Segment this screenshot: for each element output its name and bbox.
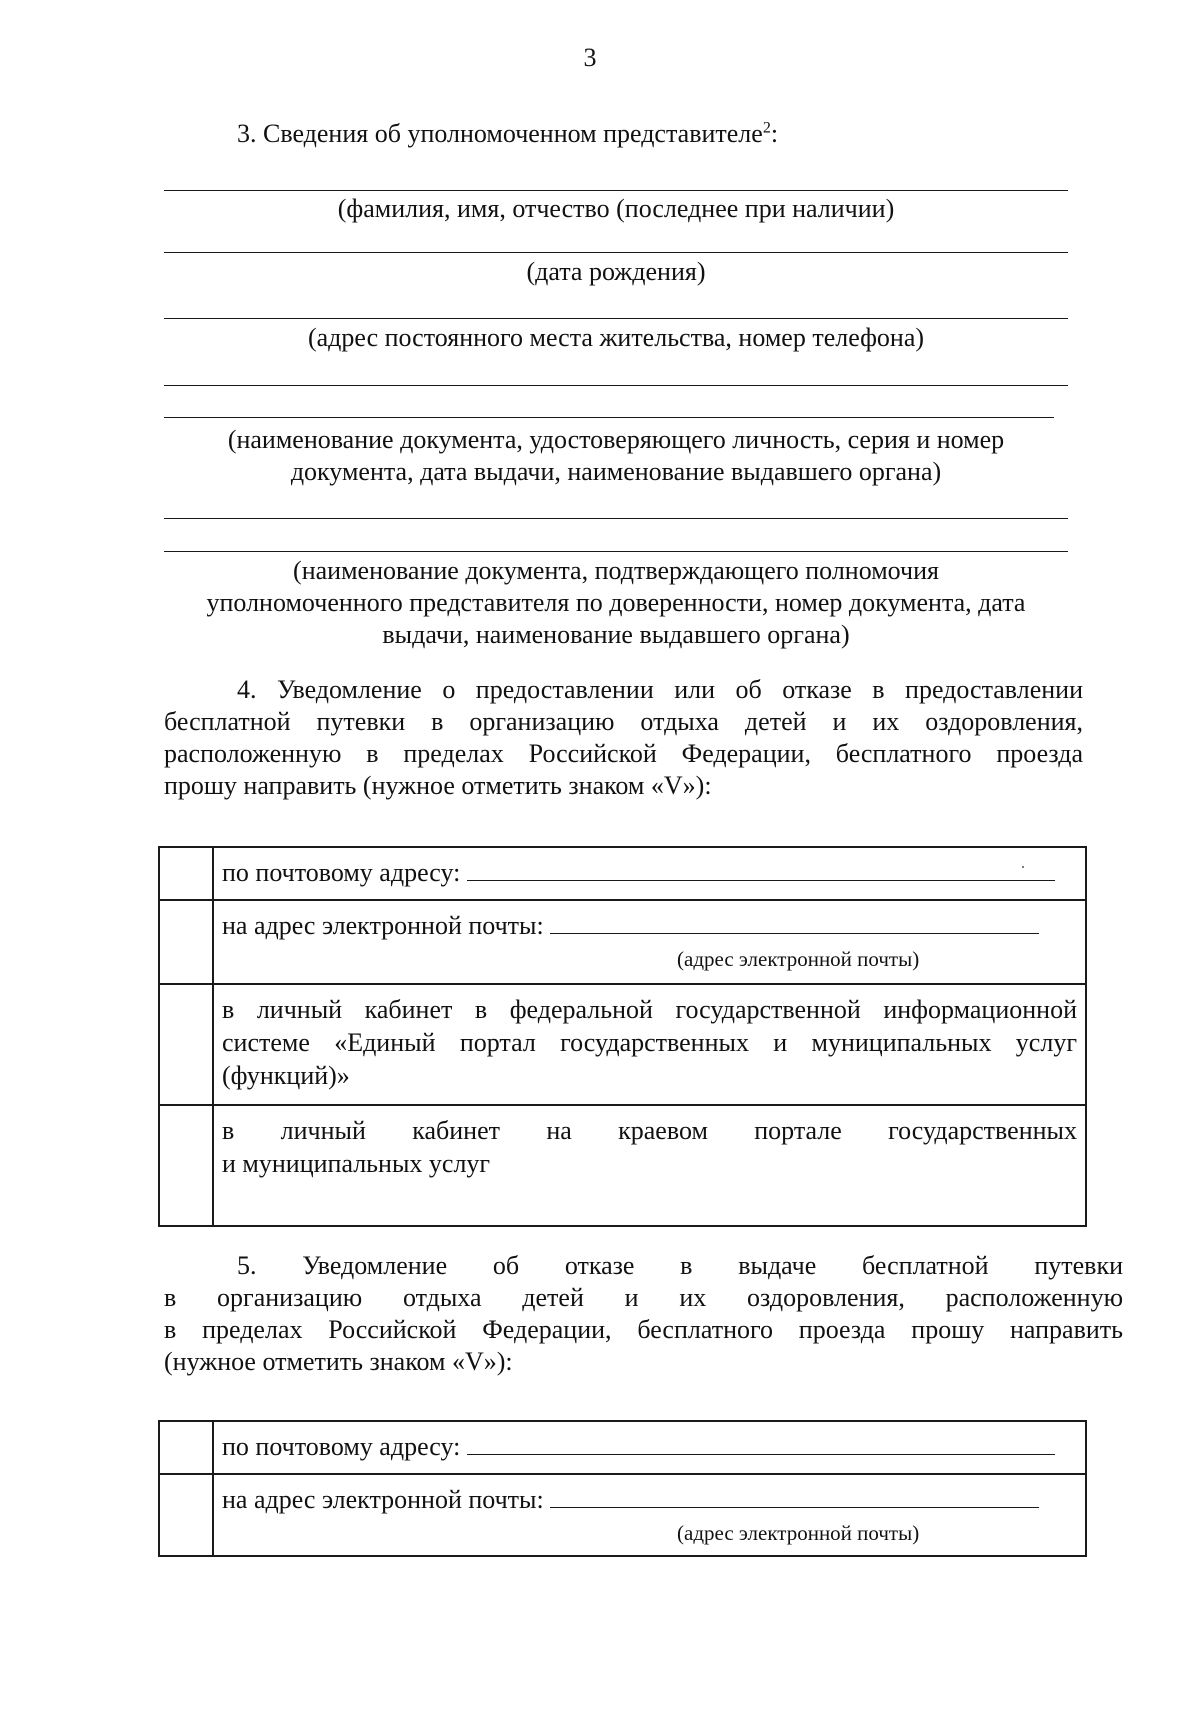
page-number: 3 (583, 43, 597, 72)
fio-fill-line[interactable] (164, 190, 1068, 191)
option-postal-label: по почтовому адресу: (222, 858, 461, 887)
option-email-5 (213, 1474, 1086, 1556)
id-doc-fill-line-2[interactable] (164, 417, 1054, 418)
option-regional-portal (213, 1105, 1086, 1226)
checkbox-email[interactable] (159, 900, 213, 984)
option-email-5-label: на адрес электронной почты: (222, 1485, 544, 1514)
section5-options-table (158, 1420, 1087, 1557)
option-row-gosuslugi (159, 984, 1086, 1105)
power-doc-fill-line-1[interactable] (164, 518, 1068, 519)
section5-line-1: 5. Уведомление об отказе в выдаче бесплатной путевки (237, 1251, 1123, 1280)
option-postal (213, 847, 1086, 900)
option-row-email (159, 900, 1086, 984)
option-postal-5-label: по почтовому адресу: (222, 1432, 461, 1461)
section4-line-2: бесплатной путевки в организацию отдыха детей и их оздоровления, (164, 707, 1083, 736)
option-postal-text (214, 848, 1085, 889)
option-row-postal (159, 847, 1086, 900)
section5-line-3: в пределах Российской Федерации, бесплатного проезда прошу направить (164, 1315, 1123, 1344)
option-regional-portal-line-1: в личный кабинет на краевом портале государственных (222, 1116, 1077, 1145)
section4-options-table (158, 846, 1087, 1227)
section5-line-4: (нужное отметить знаком «V»): (164, 1347, 513, 1376)
email-caption-5: (адрес электронной почты) (677, 1521, 920, 1545)
postal-address-field-5[interactable] (467, 1432, 1055, 1455)
option-gosuslugi-line-3: (функций)» (222, 1061, 350, 1090)
section3-heading-text: 3. Сведения об уполномоченном представителе (237, 119, 763, 148)
option-email-label: на адрес электронной почты: (222, 911, 544, 940)
section4-line-1: 4. Уведомление о предоставлении или об отказе в предоставлении (237, 675, 1083, 704)
footnote-ref: 2 (762, 119, 771, 137)
power-doc-caption-3: выдачи, наименование выдавшего органа) (382, 620, 850, 649)
option-row-regional-portal (159, 1105, 1086, 1226)
power-doc-caption-1: (наименование документа, подтверждающего полномочия (293, 556, 939, 585)
checkbox-postal-5[interactable] (159, 1421, 213, 1474)
option-regional-portal-line-2: и муниципальных услуг (222, 1149, 491, 1178)
option-postal-5 (213, 1421, 1086, 1474)
scan-speck (1022, 866, 1024, 868)
email-address-field-5[interactable] (550, 1485, 1039, 1508)
power-doc-caption-2: уполномоченного представителя по доверенности, номер документа, дата (206, 588, 1026, 617)
section4-line-4: прошу направить (нужное отметить знаком «V»): (164, 771, 712, 800)
checkbox-email-5[interactable] (159, 1474, 213, 1556)
id-doc-caption-2: документа, дата выдачи, наименование выдавшего органа) (290, 457, 942, 486)
checkbox-gosuslugi[interactable] (159, 984, 213, 1105)
checkbox-regional-portal[interactable] (159, 1105, 213, 1226)
birth-date-caption: (дата рождения) (526, 257, 706, 286)
section3-heading-suffix: : (770, 119, 779, 148)
option-gosuslugi-text (214, 985, 1085, 1092)
checkbox-postal[interactable] (159, 847, 213, 900)
option-regional-portal-text (214, 1106, 1085, 1180)
option-gosuslugi (213, 984, 1086, 1105)
postal-address-field[interactable] (467, 858, 1055, 881)
option-row-email-5 (159, 1474, 1086, 1556)
option-postal-5-text (214, 1422, 1085, 1463)
fio-caption: (фамилия, имя, отчество (последнее при наличии) (337, 194, 895, 223)
option-gosuslugi-line-2: системе «Единый портал государственных и муниципальных услуг (222, 1028, 1077, 1057)
option-email-text (214, 901, 1085, 942)
option-row-postal-5 (159, 1421, 1086, 1474)
power-doc-fill-line-2[interactable] (164, 551, 1068, 552)
address-caption: (адрес постоянного места жительства, номер телефона) (307, 323, 925, 352)
option-gosuslugi-line-1: в личный кабинет в федеральной государственной информационной (222, 995, 1077, 1024)
section4-line-3: расположенную в пределах Российской Федерации, бесплатного проезда (164, 739, 1083, 768)
address-fill-line[interactable] (164, 318, 1068, 319)
option-email (213, 900, 1086, 984)
email-caption: (адрес электронной почты) (677, 947, 920, 971)
birth-date-fill-line[interactable] (164, 252, 1068, 253)
option-email-5-text (214, 1475, 1085, 1516)
id-doc-fill-line-1[interactable] (164, 385, 1068, 386)
section3-heading (237, 118, 778, 150)
section5-line-2: в организацию отдыха детей и их оздоровления, расположенную (164, 1283, 1123, 1312)
id-doc-caption-1: (наименование документа, удостоверяющего личность, серия и номер (227, 425, 1005, 454)
email-address-field[interactable] (550, 911, 1039, 934)
